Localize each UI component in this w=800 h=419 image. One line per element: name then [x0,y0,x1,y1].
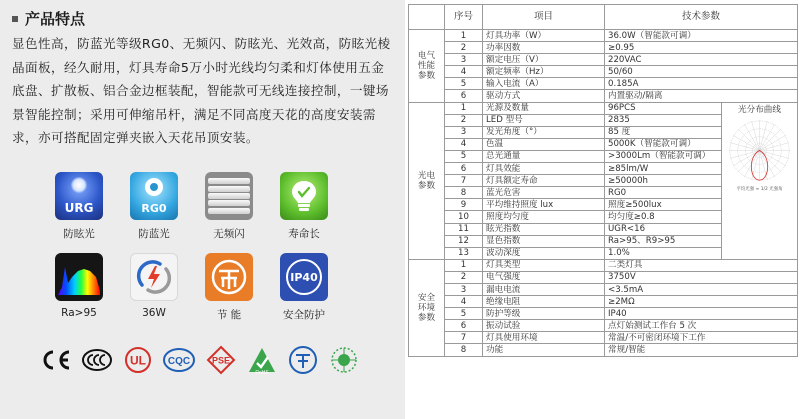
row-number: 6 [445,90,483,102]
row-value: 照度≥500lux [605,199,722,211]
row-item: 灯具效能 [483,163,605,175]
row-number: 5 [445,308,483,320]
group-header-cell [409,5,445,30]
row-item: 总光通量 [483,150,605,162]
row-item: 防护等级 [483,308,605,320]
row-value: 50/60 [605,66,798,78]
row-number: 1 [445,259,483,271]
item-header: 项目 [483,5,605,30]
row-number: 1 [445,30,483,42]
group-label: 光电 参数 [409,102,445,259]
table-row [409,271,798,283]
feature-label: Ra>95 [61,307,97,319]
row-item: 发光角度（°） [483,126,605,138]
table-row [409,283,798,295]
svg-text:RoHS: RoHS [255,370,269,375]
feature-label: 节 能 [216,309,242,321]
row-value: <3.5mA [605,283,798,295]
row-value: 二类灯具 [605,259,798,271]
table-row [409,259,798,271]
feature-safety-protection [275,253,333,322]
ccc-icon [81,344,113,376]
row-number: 6 [445,163,483,175]
feature-anti-glare [50,172,108,241]
row-value: Ra>95、R9>95 [605,235,722,247]
row-value: 内置驱动/隔离 [605,90,798,102]
row-number: 10 [445,211,483,223]
row-item: 显色指数 [483,235,605,247]
table-row [409,308,798,320]
row-item: 额定频率（Hz） [483,66,605,78]
row-value: ≥2MΩ [605,296,798,308]
table-row [409,90,798,102]
row-value: 均匀度≥0.8 [605,211,722,223]
light-distribution-cell [722,102,798,259]
features-title: 产品特点 [25,10,86,28]
spec-table [408,4,798,357]
row-value: 2835 [605,114,722,126]
features-heading [12,8,85,29]
feature-flicker-free [200,172,258,241]
row-item: 电气强度 [483,271,605,283]
polar-distribution-chart [722,115,797,194]
row-number: 2 [445,114,483,126]
energy-saving-icon [205,253,253,301]
flicker-free-icon [205,172,253,220]
feature-color-rendering [50,253,108,322]
row-number: 13 [445,247,483,259]
table-row [409,344,798,356]
row-item: 照度均匀度 [483,211,605,223]
row-value: 220VAC [605,54,798,66]
row-item: 灯具类型 [483,259,605,271]
row-value: ≥85lm/W [605,163,722,175]
svg-text:UL: UL [130,353,147,368]
row-item: 输入电流（A） [483,78,605,90]
row-item: 振动试验 [483,320,605,332]
row-number: 5 [445,78,483,90]
ce-icon [40,344,72,376]
svg-text:PSE: PSE [211,355,230,366]
feature-long-life [275,172,333,241]
row-number: 3 [445,126,483,138]
rg0-icon: RG0 [130,172,178,220]
feature-label: 安全防护 [283,309,325,321]
table-row [409,320,798,332]
rohs-icon [246,344,278,376]
spectrum-icon [55,253,103,301]
row-number: 4 [445,66,483,78]
feature-label: 防蓝光 [138,228,170,240]
group-label: 电气 性能 参数 [409,30,445,103]
feature-label: 寿命长 [288,228,320,240]
row-value: RG0 [605,187,722,199]
ul-icon [122,344,154,376]
row-number: 4 [445,138,483,150]
row-value: 1.0% [605,247,722,259]
row-value: 36.0W（智能款可调） [605,30,798,42]
row-item: 功率因数 [483,42,605,54]
row-number: 6 [445,320,483,332]
row-number: 3 [445,54,483,66]
power-icon [130,253,178,301]
table-row [409,66,798,78]
row-item: 功能 [483,344,605,356]
row-item: LED 型号 [483,114,605,126]
row-value: IP40 [605,308,798,320]
feature-anti-blue-light [125,172,183,241]
row-value: 0.185A [605,78,798,90]
row-number: 8 [445,344,483,356]
row-item: 绝缘电阻 [483,296,605,308]
row-value: 3750V [605,271,798,283]
feature-energy-saving [200,253,258,322]
row-value: 85 度 [605,126,722,138]
certification-logos [40,344,360,376]
spec-header: 技术参数 [605,5,798,30]
row-value: UGR<16 [605,223,722,235]
table-row [409,78,798,90]
table-row [409,296,798,308]
row-value: >3000Lm（智能款可调） [605,150,722,162]
feature-power [125,253,183,322]
table-row [409,42,798,54]
table-row [409,54,798,66]
row-number: 4 [445,296,483,308]
spec-table-panel [405,0,800,419]
row-item: 光源及数量 [483,102,605,114]
table-row [409,332,798,344]
table-row [409,30,798,42]
row-value: 常规/智能 [605,344,798,356]
row-number: 9 [445,199,483,211]
row-number: 12 [445,235,483,247]
row-number: 5 [445,150,483,162]
row-item: 额定电压（V） [483,54,605,66]
cqc-icon [163,344,195,376]
urg-icon: URG [55,172,103,220]
light-distribution-title: 光分布曲线 [738,104,781,115]
row-item: 灯具使用环境 [483,332,605,344]
no-header: 序号 [445,5,483,30]
row-value: 点灯始测试工作台 5 次 [605,320,798,332]
energy-mark-icon [328,344,360,376]
row-number: 3 [445,283,483,295]
row-item: 波动深度 [483,247,605,259]
row-item: 蓝光危害 [483,187,605,199]
row-number: 1 [445,102,483,114]
row-number: 2 [445,271,483,283]
bulb-icon [280,172,328,220]
row-item: 灯具额定寿命 [483,175,605,187]
row-number: 7 [445,175,483,187]
feature-label: 无频闪 [213,228,245,240]
group-label: 安全 环境 参数 [409,259,445,356]
row-item: 眩光指数 [483,223,605,235]
features-description: 显色性高，防蓝光等级RG0、无频闪、防眩光、光效高，防眩光棱晶面板，经久耐用，灯具寿命5万小时光线均匀柔和灯体使用五金底盘、扩散板、铝合金边框装配，智能款可无线连接控制，一键场景智能控制；采用可伸缩吊杆，满足不同高度天花的高度安装需求，亦可搭配固定弹夹嵌入天花吊顶安装。 [12,36,391,146]
feature-label: 36W [142,307,166,319]
table-row [409,102,798,114]
row-number: 11 [445,223,483,235]
row-number: 8 [445,187,483,199]
row-value: 5000K（智能款可调） [605,138,722,150]
feature-label: 防眩光 [63,228,95,240]
row-item: 漏电电流 [483,283,605,295]
row-item: 色温 [483,138,605,150]
row-item: 驱动方式 [483,90,605,102]
row-value: ≥0.95 [605,42,798,54]
safety-mark-icon [287,344,319,376]
svg-text:CQC: CQC [168,356,191,367]
table-header-row [409,5,798,30]
row-number: 2 [445,42,483,54]
row-number: 7 [445,332,483,344]
pse-icon [205,344,237,376]
row-value: ≥50000h [605,175,722,187]
row-item: 平均维持照度 lux [483,199,605,211]
feature-icon-grid [50,172,350,322]
ip-protection-icon: IP40 [280,253,328,301]
row-value: 常温/不可密闭环境下工作 [605,332,798,344]
row-item: 灯具功率（W） [483,30,605,42]
distribution-caption: 平均光强 ≈ 1/2 光强角 [736,186,783,192]
row-value: 96PCS [605,102,722,114]
heading-marker [12,16,18,22]
